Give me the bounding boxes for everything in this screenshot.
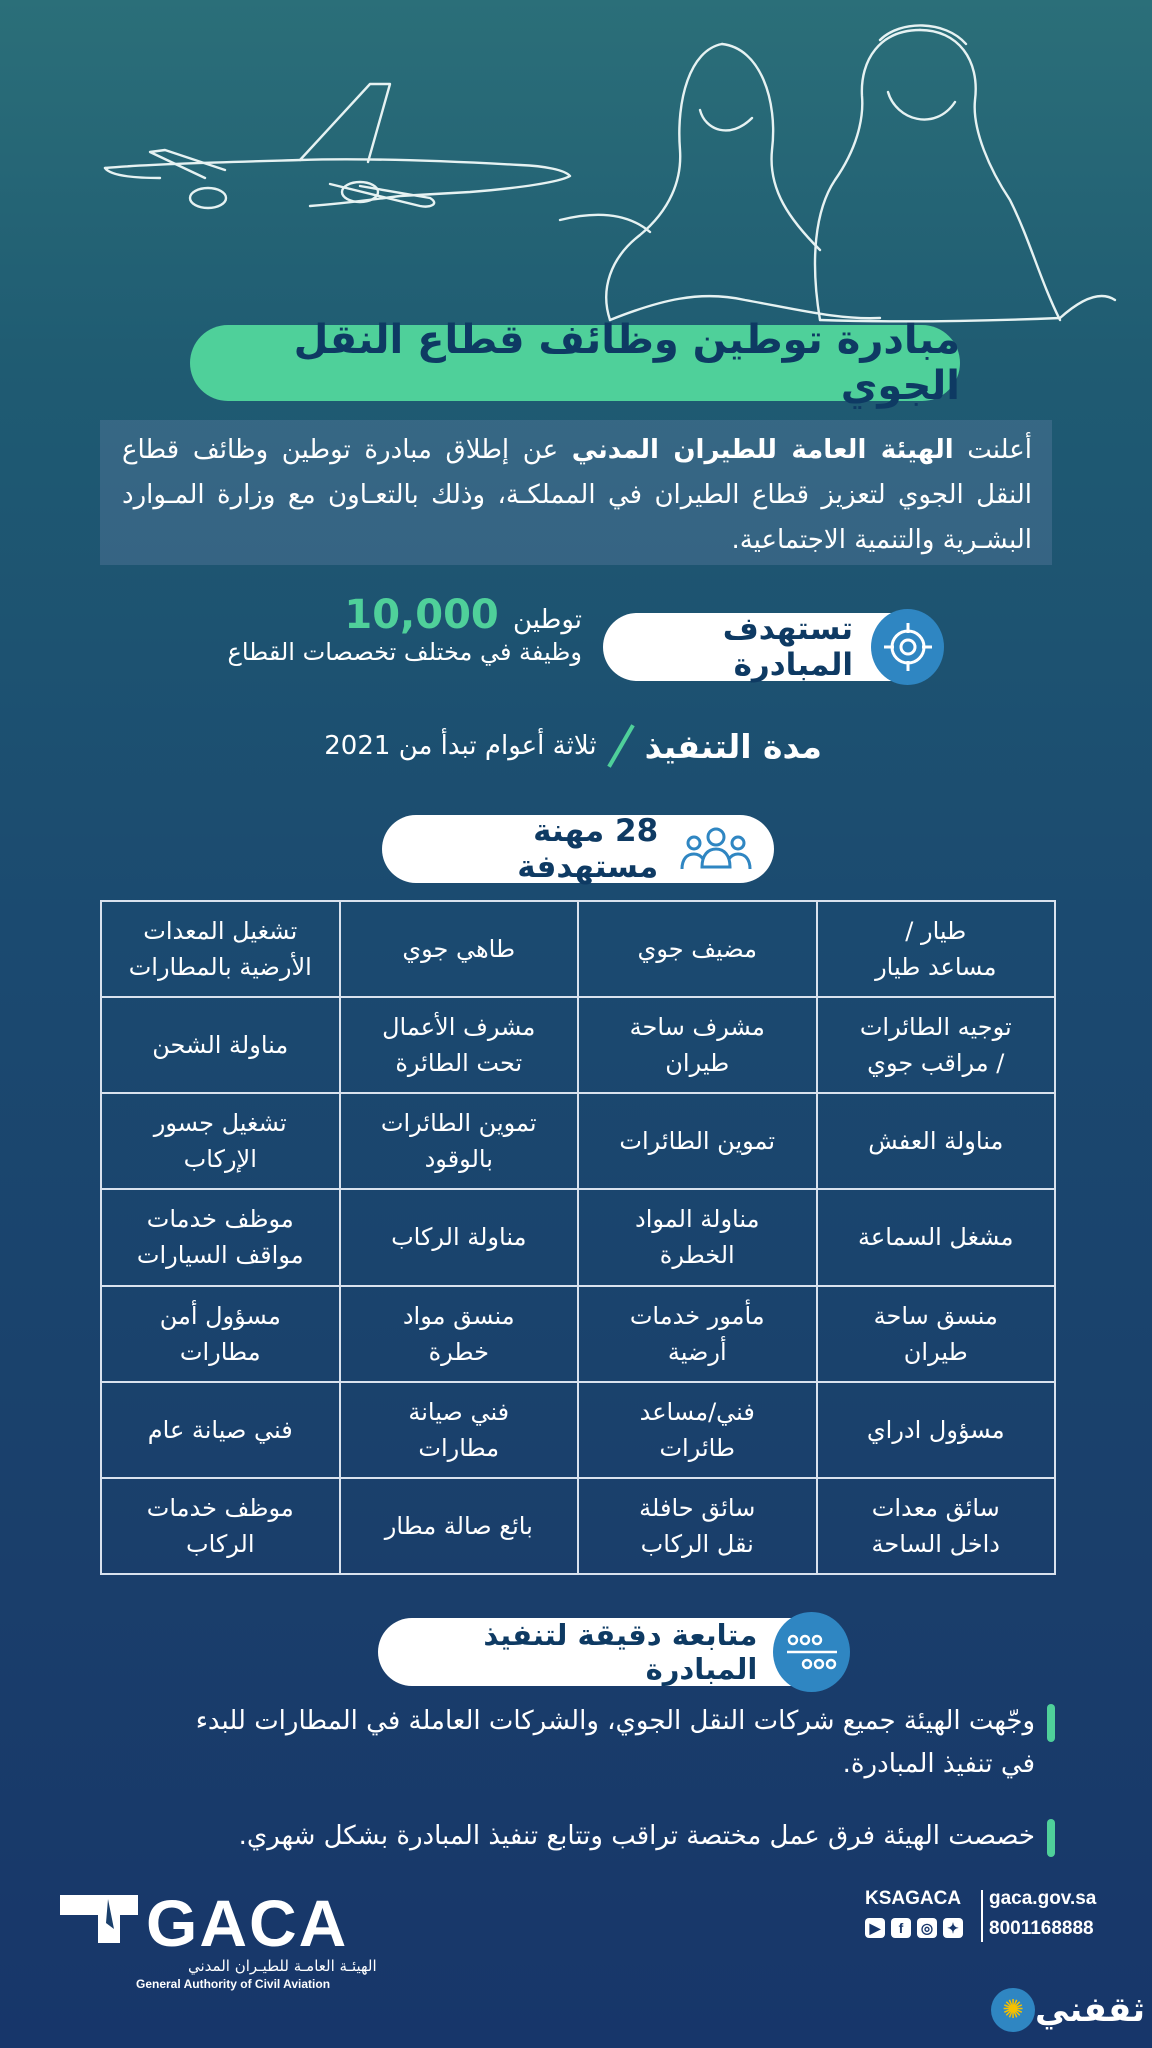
table-row bbox=[101, 1093, 1055, 1189]
watermark bbox=[985, 1988, 1145, 2032]
contact-divider bbox=[981, 1890, 983, 1942]
job-cell: سائق حافلة نقل الركاب bbox=[578, 1478, 817, 1574]
job-cell: مناولة المواد الخطرة bbox=[578, 1189, 817, 1285]
target-number-row bbox=[228, 592, 582, 638]
job-cell: تشغيل جسور الإركاب bbox=[101, 1093, 340, 1189]
social-icons bbox=[865, 1918, 963, 1938]
job-cell: مشرف ساحة طيران bbox=[578, 997, 817, 1093]
people-group-icon bbox=[672, 816, 760, 882]
job-cell: موظف خدمات الركاب bbox=[101, 1478, 340, 1574]
job-cell: مشرف الأعمال تحت الطائرة bbox=[340, 997, 579, 1093]
job-cell: تموين الطائرات بالوقود bbox=[340, 1093, 579, 1189]
target-details bbox=[228, 592, 582, 666]
intro-authority-name: الهيئة العامة للطيران المدني bbox=[571, 435, 954, 465]
header-line-art bbox=[0, 0, 1152, 340]
job-cell: تموين الطائرات bbox=[578, 1093, 817, 1189]
job-cell: طاهي جوي bbox=[340, 901, 579, 997]
jobs-label: 28 مهنة مستهدفة bbox=[517, 813, 659, 885]
jobs-table bbox=[100, 900, 1056, 1575]
job-cell: مناولة الشحن bbox=[101, 997, 340, 1093]
job-cell: مناولة العفش bbox=[817, 1093, 1056, 1189]
job-cell: مضيف جوي bbox=[578, 901, 817, 997]
job-cell: توجيه الطائرات / مراقب جوي bbox=[817, 997, 1056, 1093]
target-icon bbox=[871, 609, 944, 685]
job-cell: فني صيانة مطارات bbox=[340, 1382, 579, 1478]
slash-divider bbox=[607, 724, 634, 768]
job-cell: مسؤول ادراي bbox=[817, 1382, 1056, 1478]
job-cell: منسق مواد خطرة bbox=[340, 1286, 579, 1382]
social-handle[interactable]: KSAGACA bbox=[865, 1888, 962, 1909]
facebook-icon[interactable]: f bbox=[891, 1918, 911, 1938]
job-cell: تشغيل المعدات الأرضية بالمطارات bbox=[101, 901, 340, 997]
job-cell: بائع صالة مطار bbox=[340, 1478, 579, 1574]
table-row bbox=[101, 1478, 1055, 1574]
job-cell: مشغل السماعة bbox=[817, 1189, 1056, 1285]
bullet-item-1: وجّهت الهيئة جميع شركات النقل الجوي، والشركات العاملة في المطارات للبدء في تنفيذ المبادرة. bbox=[160, 1700, 1055, 1786]
job-cell: طيار / مساعد طيار bbox=[817, 901, 1056, 997]
job-cell: سائق معدات داخل الساحة bbox=[817, 1478, 1056, 1574]
instagram-icon[interactable]: ◎ bbox=[917, 1918, 937, 1938]
table-row bbox=[101, 901, 1055, 997]
table-row bbox=[101, 997, 1055, 1093]
job-cell: مناولة الركاب bbox=[340, 1189, 579, 1285]
watermark-text: ثقفني bbox=[1035, 1990, 1145, 2030]
table-row bbox=[101, 1189, 1055, 1285]
job-cell: منسق ساحة طيران bbox=[817, 1286, 1056, 1382]
gaca-wordmark: GACA bbox=[146, 1886, 349, 1960]
intro-text-start: أعلنت bbox=[953, 435, 1032, 465]
youtube-icon[interactable]: ▶ bbox=[865, 1918, 885, 1938]
contact-info bbox=[865, 1888, 1095, 1968]
lightbulb-icon: ✺ bbox=[991, 1988, 1035, 2032]
bullet-item-2: خصصت الهيئة فرق عمل مختصة تراقب وتتابع تنفيذ المبادرة بشكل شهري. bbox=[160, 1815, 1055, 1858]
target-number: 10,000 bbox=[344, 592, 499, 638]
checklist-icon bbox=[773, 1612, 850, 1692]
twitter-icon[interactable]: ✦ bbox=[943, 1918, 963, 1938]
phone-number: 8001168888 bbox=[989, 1918, 1094, 1939]
job-cell: فني/مساعد طائرات bbox=[578, 1382, 817, 1478]
duration-label: مدة التنفيذ bbox=[644, 726, 822, 766]
intro-text-end: عن إطلاق مبادرة توطين وظائف قطاع النقل الجوي لتعزيز قطاع الطيران في المملكـة، وذلك بالتعـاون مع وزارة المـوارد البشـرية والتنمية الاجتماعية. bbox=[122, 435, 1032, 555]
jobs-badge bbox=[382, 815, 774, 883]
target-detail: وظيفة في مختلف تخصصات القطاع bbox=[227, 638, 582, 666]
page-title bbox=[190, 317, 960, 409]
gaca-english-name: General Authority of Civil Aviation bbox=[136, 1977, 331, 1991]
table-row bbox=[101, 1382, 1055, 1478]
gaca-emblem-icon bbox=[58, 1889, 144, 1949]
job-cell: مسؤول أمن مطارات bbox=[101, 1286, 340, 1382]
website-link[interactable]: gaca.gov.sa bbox=[989, 1888, 1097, 1909]
intro-paragraph bbox=[100, 420, 1052, 565]
follow-up-label: متابعة دقيقة لتنفيذ المبادرة bbox=[483, 1618, 758, 1686]
job-cell: فني صيانة عام bbox=[101, 1382, 340, 1478]
target-label: تستهدف المبادرة bbox=[722, 611, 854, 683]
follow-up-badge bbox=[378, 1618, 844, 1686]
gaca-logo bbox=[58, 1885, 377, 1991]
job-cell: موظف خدمات مواقف السيارات bbox=[101, 1189, 340, 1285]
duration-row bbox=[324, 722, 822, 770]
gaca-arabic-name: الهيئـة العامـة للطيـران المدني bbox=[188, 1957, 377, 1975]
job-cell: مأمور خدمات أرضية bbox=[578, 1286, 817, 1382]
duration-value: ثلاثة أعوام تبدأ من 2021 bbox=[324, 731, 597, 761]
target-badge bbox=[603, 613, 938, 681]
table-row bbox=[101, 1286, 1055, 1382]
title-text: مبادرة توطين وظائف قطاع النقل الجوي bbox=[293, 317, 960, 409]
target-prefix: توطين bbox=[513, 605, 582, 635]
